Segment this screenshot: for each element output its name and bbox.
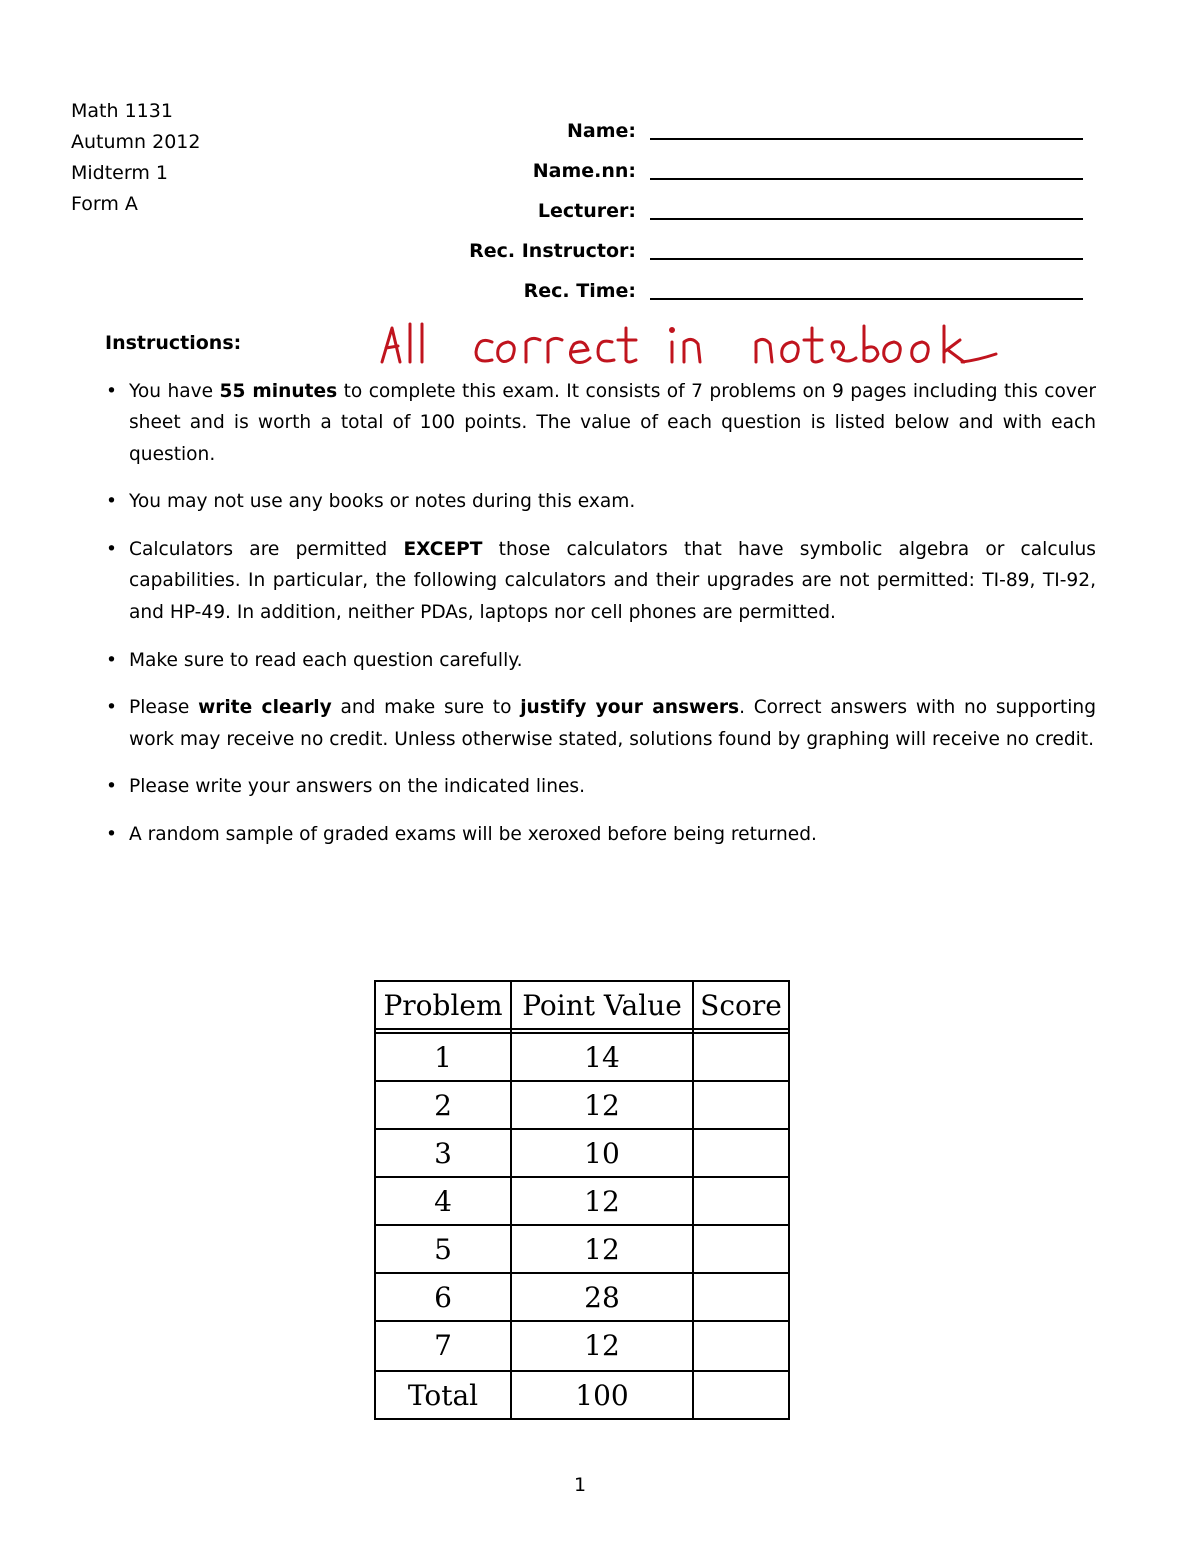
table-row: [374, 1224, 790, 1272]
lecturer-field-row: [400, 184, 1100, 224]
header-score: Score: [692, 980, 790, 1030]
course-title: Math 1131: [71, 100, 173, 122]
table-row: [374, 1032, 790, 1080]
table-row: [374, 1080, 790, 1128]
lecturer-label: Lecturer:: [537, 200, 636, 222]
instruction-item: • Please write clearly and make sure to justify your answers. Correct answers with no supporting work may receive no credit. Unless otherwise stated, solutions found by graphing will receive no credit.: [104, 692, 1096, 755]
handwritten-note-drawing: [378, 318, 1018, 378]
instruction-item: • A random sample of graded exams will be xeroxed before being returned.: [104, 819, 1096, 850]
problem-number: 6: [374, 1272, 510, 1320]
score-cell[interactable]: [692, 1128, 790, 1176]
name-label: Name:: [566, 120, 636, 142]
bullet-icon: •: [106, 539, 117, 561]
name-nn-label: Name.nn:: [532, 160, 636, 182]
table-row: [374, 1176, 790, 1224]
rec-time-field-row: [400, 264, 1100, 304]
table-row: [374, 1320, 790, 1368]
point-value: 12: [510, 1224, 692, 1272]
rec-time-label: Rec. Time:: [523, 280, 636, 302]
problem-number: 5: [374, 1224, 510, 1272]
name-nn-field-row: [400, 144, 1100, 184]
total-label: Total: [374, 1370, 510, 1420]
point-value: 12: [510, 1080, 692, 1128]
instruction-item: • Make sure to read each question carefully.: [104, 645, 1096, 676]
page-number: 1: [573, 1474, 587, 1496]
score-cell[interactable]: [692, 1080, 790, 1128]
point-value: 12: [510, 1320, 692, 1368]
handwritten-note: [378, 318, 1018, 382]
problem-number: 2: [374, 1080, 510, 1128]
bullet-icon: •: [106, 697, 117, 719]
table-row: [374, 1272, 790, 1320]
problem-number: 7: [374, 1320, 510, 1368]
score-cell[interactable]: [692, 1032, 790, 1080]
instruction-item: • Please write your answers on the indicated lines.: [104, 771, 1096, 802]
bullet-icon: •: [106, 381, 117, 402]
point-value: 14: [510, 1032, 692, 1080]
name-line[interactable]: [650, 118, 1083, 140]
rec-instructor-field-row: [400, 224, 1100, 264]
score-cell[interactable]: [692, 1320, 790, 1368]
instruction-item: • You have 55 minutes to complete this exam. It consists of 7 problems on 9 pages including this cover sheet and is worth a total of 100 points. The value of each question is listed below and with each question.: [104, 376, 1096, 470]
point-value: 28: [510, 1272, 692, 1320]
name-nn-line[interactable]: [650, 158, 1083, 180]
bullet-icon: •: [106, 824, 117, 846]
exam-form: Form A: [71, 193, 138, 215]
instructions-heading: Instructions:: [105, 332, 242, 354]
student-info-fields: [400, 104, 1100, 304]
exam-name: Midterm 1: [71, 162, 168, 184]
course-term: Autumn 2012: [71, 131, 201, 153]
rec-time-line[interactable]: [650, 278, 1083, 300]
course-info: [71, 96, 200, 220]
score-cell[interactable]: [692, 1176, 790, 1224]
score-table: [374, 980, 790, 1420]
instructions-list: [104, 376, 1096, 867]
instruction-item: • You may not use any books or notes during this exam.: [104, 486, 1096, 517]
point-value: 12: [510, 1176, 692, 1224]
problem-number: 4: [374, 1176, 510, 1224]
score-cell[interactable]: [692, 1272, 790, 1320]
instruction-item: • Calculators are permitted EXCEPT those calculators that have symbolic algebra or calculus capabilities. In particular, the following calculators and their upgrades are not permitted: TI-89, TI-92, and HP-49. In addition, neither PDAs, laptops nor cell phones are permitted.: [104, 534, 1096, 628]
header-problem: Problem: [374, 980, 510, 1030]
table-row: [374, 1128, 790, 1176]
lecturer-line[interactable]: [650, 198, 1083, 220]
score-table-header: [374, 980, 790, 1030]
problem-number: 3: [374, 1128, 510, 1176]
rec-instructor-label: Rec. Instructor:: [469, 240, 636, 262]
bullet-icon: •: [106, 491, 117, 513]
name-field-row: [400, 104, 1100, 144]
total-points: 100: [510, 1370, 692, 1420]
problem-number: 1: [374, 1032, 510, 1080]
bullet-icon: •: [106, 649, 117, 671]
total-score-cell[interactable]: [692, 1370, 790, 1420]
point-value: 10: [510, 1128, 692, 1176]
score-cell[interactable]: [692, 1224, 790, 1272]
header-point-value: Point Value: [510, 980, 692, 1030]
bullet-icon: •: [106, 776, 117, 798]
total-row: [374, 1370, 790, 1420]
rec-instructor-line[interactable]: [650, 238, 1083, 260]
